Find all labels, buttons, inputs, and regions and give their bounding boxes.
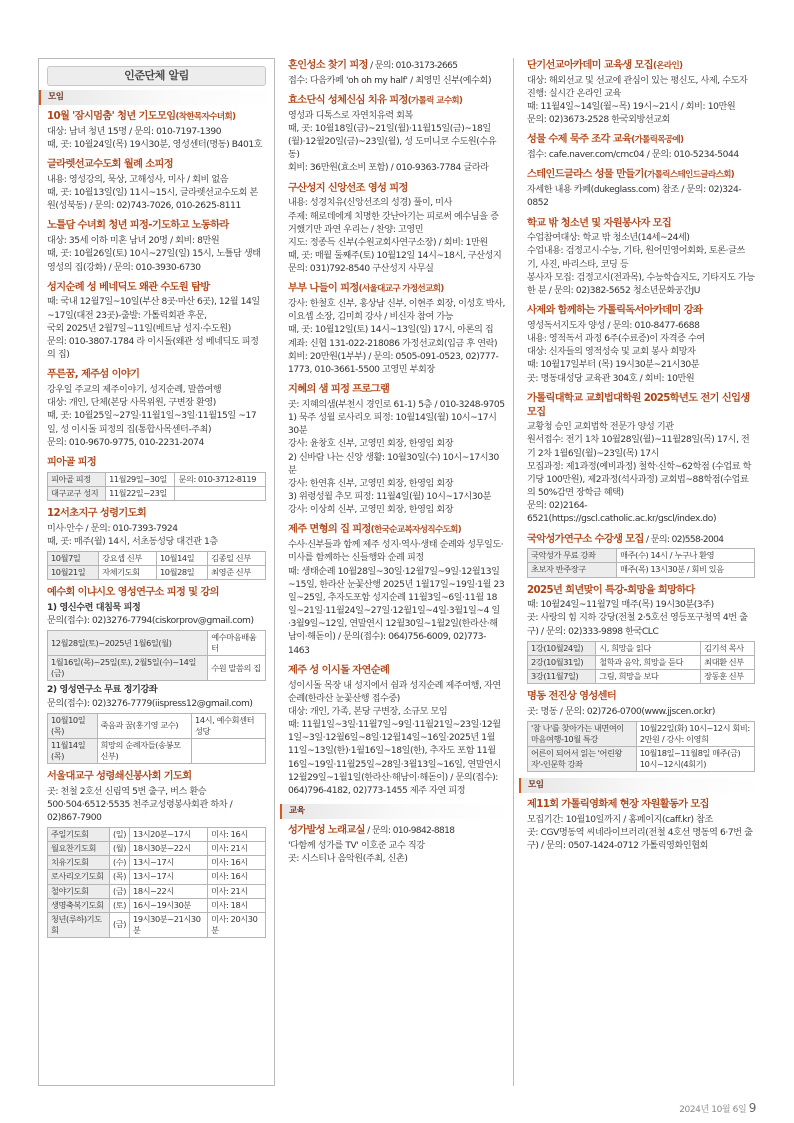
notice-line: 원서접수: 전기 1차 10월28일(월)~11월28일(목) 17시, 전기 2차 1월6일(월)~23일(목) 17시 [527, 435, 750, 459]
info-table-cell: 매주(목) 13시30분 / 회비 있음 [617, 563, 755, 577]
notice-line: 곳: 시스티나 음악원(주최, 신촌) [288, 854, 408, 865]
notice-line: 강사: 한연휴 신부, 고영민 회장, 한영임 회장 [288, 478, 454, 489]
info-table-cell: 어른이 되어서 읽는 '어린왕자'-인문학 강좌 [528, 747, 637, 772]
info-table-cell: 미사: 21시 [208, 842, 266, 856]
info-table-cell: 희망의 순례자들(송봉모 신부) [97, 738, 191, 763]
notice-title-text: 스테인드글라스 성물 만들기 [527, 169, 644, 181]
notice-title-text: 10월 '잠시멈춤' 청년 기도모임 [47, 111, 176, 122]
issue-date: 2024년 10월 6일 [679, 1105, 747, 1115]
notice-item [519, 304, 763, 386]
notice-line: 강사: 한철호 신부, 홍상남 신부, 이현주 회장, 이성호 박사, 이요셉 소장, 김미희 강사 / 비신자 참여 가능 [288, 299, 506, 323]
notice-title-text: 성가발성 노래교실 [288, 825, 365, 837]
notice-title-sponsor: (온라인) [653, 61, 683, 71]
notice-item [280, 282, 513, 377]
section-header: 인준단체 알림 [47, 66, 266, 86]
notice-line: 문의: 010-3807-1784 라 이시돌(왜관 성 베네딕도 피정의 집) [47, 336, 259, 361]
notice-title [527, 304, 755, 318]
notice-item [519, 217, 763, 299]
notice-line: 때, 곳: 매주(월) 14시, 서초동성당 대건관 1층 [47, 536, 218, 547]
notice-line: 때: 10월17일부터 (목) 19시30분~21시30분 [527, 360, 700, 371]
info-table-cell: 10월22일(화) 10시~12시 회비: 2만원 / 강사: 이영희 [636, 721, 754, 746]
info-table-row [528, 549, 755, 563]
info-table-cell: 주일기도회 [48, 828, 110, 842]
info-table [527, 641, 755, 684]
notice-item [280, 664, 513, 798]
info-table-cell: 미사: 20시30분 [208, 912, 266, 937]
info-table-cell: 18시30분~22시 [130, 842, 208, 856]
info-table-cell: 초보자 반주장구 [528, 563, 617, 577]
notice-line: 회비: 20만원(1부부) / 문의: 0505-091-0523, 02)777-1773, 010-3661-5500 고영민 부회장 [288, 351, 499, 375]
notice-line: 접수: 다음카페 'oh oh my half' / 최영민 신부(예수회) [288, 75, 492, 86]
notice-title [288, 824, 505, 838]
notice-item [280, 523, 513, 657]
notice-item [519, 533, 763, 578]
notice-line: 때, 곳: 10월18일(금)~21일(월)·11월15일(금)~18일(월)·12월20일(금)~23일(월), 성 도미니코 수도원(수유동) [288, 123, 497, 161]
notice-title [47, 368, 266, 382]
category-band-education: 교육 [280, 804, 513, 819]
info-table-cell [192, 738, 266, 763]
notice-line: 미사·안수 / 문의: 010-7393-7924 [47, 523, 178, 534]
notice-title-sponsor: (착한목자수녀회) [175, 112, 236, 122]
column-right [519, 58, 763, 1086]
notice-line: 봉사자 모집: 검정고시(전과목), 수능학습지도, 기타지도 가능한 분 / 문의: 02)382-5652 청소년문화공간JU [527, 272, 755, 296]
notice-line: 곳: 명동 / 문의: 02)726-0700(www.jjscen.or.kr) [527, 706, 716, 717]
notice-line: 때: 11월1일~3일·11월7일~9일·11월21일~23일·12월1일~3일·12월6일~8일·12월14일~16일·2025년 1월11일~13일(한)·1월16일~18일(한), 추자도 포함 11월16일~19일·11월25일~28일·3월13일~16일, 연말연시 12월29일~1월1일(한라산·해남이·해돋이) / 문의(접수): 064)796-4182, 02)773-1455 제주 자연 피정 [288, 720, 502, 796]
notice-item [519, 392, 763, 527]
notice-line: 문의(접수): 02)3276-7779(iispress12@gmail.com) [47, 698, 253, 709]
info-table-cell: 10월21일 [48, 565, 99, 579]
notice-line: 곳: 사랑의 힘 지하 강당(전철 2·5호선 영등포구청역 4번 출구) / 문의: 02)333-9898 한국CLC [527, 613, 748, 637]
notice-line: 강우일 주교의 제주이야기, 성지순례, 말씀여행 [47, 385, 222, 396]
info-table-cell: 미사: 16시 [208, 828, 266, 842]
notice-title-sponsor: (가톨릭목공예) [631, 135, 684, 146]
notice-title [288, 383, 505, 397]
notice-item [280, 182, 513, 277]
info-table-row [48, 842, 266, 856]
notice-title-sponsor: (가톨릭 교수회) [407, 95, 463, 106]
notice-line: 모집기간: 10월10일까지 / 홈페이지(caff.kr) 참조 [527, 814, 713, 825]
info-table-cell: 김기석 목사 [701, 641, 755, 655]
page-number: 9 [748, 1101, 756, 1115]
notice-title [47, 456, 266, 470]
notice-title-sponsor: (가톨릭스테인드글라스회) [643, 170, 735, 181]
info-table-cell: 대구교구 성지 [48, 486, 106, 500]
notice-line: 때, 곳: 10월26일(토) 10시~27일(일) 15시, 노틀담 생태영성의 집(강화) / 문의: 010-3930-6730 [47, 249, 261, 273]
notice-title-text: 구산성지 신앙선조 영성 피정 [288, 182, 408, 194]
info-table-cell: 그림, 희망을 보다 [596, 669, 701, 683]
notice-title [288, 182, 505, 196]
notice-title-text: 사제와 함께하는 가톨릭독서아카데미 강좌 [527, 305, 703, 317]
notice-line: 강사: 윤창호 신부, 고영민 회장, 한영임 회장 [288, 439, 454, 450]
info-table-cell: (금) [109, 912, 129, 937]
info-table-cell: 10월7일 [48, 551, 99, 565]
info-table-cell: 미사: 18시 [208, 898, 266, 912]
notice-title-text: 효소단식 성체신심 치유 피정 [288, 94, 408, 106]
notice-line: 대상: 남녀 청년 15명 / 문의: 010-7197-1390 [47, 126, 222, 137]
info-table-cell: 미사: 16시 [208, 870, 266, 884]
notice-title [47, 507, 266, 521]
info-table-cell: 장동훈 신부 [701, 669, 755, 683]
info-table-row [528, 669, 755, 683]
info-table-cell: 11월22일~23일 [106, 486, 175, 500]
info-table-cell: 수원 말씀의 집 [208, 656, 266, 681]
notice-title-extra: / 문의: 02)558-2004 [643, 534, 724, 545]
info-table-cell: 국악성가 무료 강좌 [528, 549, 617, 563]
notice-title-text: 학교 밖 청소년 및 자원봉사자 모집 [527, 217, 672, 229]
info-table-row [528, 747, 755, 772]
notice-title [288, 664, 505, 678]
notice-title [47, 586, 266, 600]
notice-item [519, 690, 763, 772]
notice-line: 때, 곳: 10월12일(토) 14시~13일(일) 17시, 아론의 집 [288, 325, 494, 336]
notice-line: 3) 위령성월 추모 피정: 11월4일(월) 10시~17시30분 [288, 492, 492, 503]
info-table-row [48, 828, 266, 842]
info-table-cell: 김종일 신부 [208, 551, 266, 565]
info-table-row [48, 856, 266, 870]
notice-title-text: 피아골 피정 [47, 456, 97, 468]
notice-item [39, 281, 274, 363]
notice-list-right [519, 59, 763, 853]
info-table-cell: 최대환 신부 [701, 655, 755, 669]
notice-line: 성이시돌 목장 내 성지에서 쉼과 성지순례 제주여행, 자연순례(한라산 눈꽃산행 접수중) [288, 680, 501, 704]
notice-title [527, 217, 755, 231]
info-table-row [48, 551, 266, 565]
notice-item [519, 59, 763, 127]
notice-line: 문의: 031)792-8540 구산성지 사무실 [288, 264, 434, 275]
notice-line: 지도: 정종득 신부(수원교회사연구소장) / 회비: 1만원 [288, 237, 488, 248]
notice-line: 곳: 천철 2호선 신림역 5번 출구, 버스 환승 500·504·6512·5535 천주교성령봉사회관 하차 / 02)867-7900 [47, 786, 233, 824]
info-table [47, 827, 266, 938]
notice-line: 때, 곳: 10월13일(일) 11시~15시, 글라렛선교수도회 본원(성북동) / 문의: 02)743-7026, 010-2625-8111 [47, 188, 258, 212]
info-table-row [48, 713, 266, 738]
info-table-cell: 문의: 010-3712-8119 [175, 472, 266, 486]
notice-line: 때, 곳: 10월24일(목) 19시30분, 영성센터(명동) B401호 [47, 139, 263, 150]
notice-title [527, 533, 755, 547]
info-table-cell: 13시~17시 [130, 870, 208, 884]
notice-title [47, 110, 266, 124]
info-table [47, 472, 266, 501]
notice-line: 대상: 개인, 가족, 본당 구변장, 소규모 모임 [288, 706, 448, 717]
notice-line: 국외 2025년 2월7일~11일(베트남 성지·수도원) [47, 323, 231, 334]
notice-item [280, 824, 513, 866]
notice-line: 때, 곳: 매월 둘째주(토) 10월12일 14시~18시, 구산성지 [288, 251, 502, 262]
notice-item [39, 158, 274, 213]
info-table-cell: 11월29일~30일 [106, 472, 175, 486]
notice-line: 주제: 해로데에게 치명한 갓난아기는 피로써 예수님을 증거했기만 과연 우리는 / 찬양: 고영민 [288, 211, 499, 235]
notice-title-text: 푸른꿈, 제주섬 이야기 [47, 369, 140, 381]
info-table-cell: 1강(10월24일) [528, 641, 596, 655]
notice-item [39, 219, 274, 274]
info-table-row [48, 486, 266, 500]
notice-item [39, 368, 274, 450]
info-table [527, 548, 755, 577]
notice-line: 때, 곳: 10월25일~27일·11월1일~3일·11월15일 ~17일, 성 이시돌 피정의 집(통합사목센터-주최) [47, 411, 257, 435]
info-table-cell: 로사리오기도회 [48, 870, 110, 884]
column-middle [280, 58, 514, 1086]
notice-line: 자세한 내용 카페(dukeglass.com) 참조 / 문의: 02)324-0852 [527, 185, 742, 209]
category-band-meeting: 모임 [38, 90, 274, 105]
notice-line: 대상: 개인, 단체(본당 사목위원, 구변장 환영) [47, 398, 216, 409]
notice-title [47, 281, 266, 295]
info-table-cell: 2강(10월31일) [528, 655, 596, 669]
info-table [47, 630, 266, 681]
notice-item [519, 798, 763, 853]
notice-title-sponsor: (한국순교복자성직수도회) [370, 525, 462, 536]
notice-item [280, 59, 513, 88]
info-table-row [48, 884, 266, 898]
notice-item [39, 110, 274, 152]
info-table-cell: 청년(루하)기도회 [48, 912, 110, 937]
notice-title [47, 158, 266, 172]
info-table-cell: 월요찬기도회 [48, 842, 110, 856]
notice-line: 강사: 이상희 신부, 고영민 회장, 한영임 회장 [288, 505, 454, 516]
info-table-cell: 최영준 신부 [208, 565, 266, 579]
notice-list-middle [280, 59, 513, 866]
info-table-cell: 생명축복기도회 [48, 898, 110, 912]
info-table-row [48, 656, 266, 681]
notice-title-text: 12서초지구 성령기도회 [47, 507, 147, 519]
notice-line: 때: 생태순례 10월28일~30일·12월7일~9일·12월13일 ~15일, 한라산 눈꽃산행 2025년 1월17일~19일·1월 23일~25일, 추자도포함 성지순례 11월3일~6일·11월 18일~21일·11월24일~27일·12월1일~4일·3월1일~4 일·3월9일~12일, 연말연시 12월30일~1월2일(한라산·해남이·해돋이) / 문의(접수): 064)756-6009, 02)773-1463 [288, 566, 505, 656]
info-table-cell: 10월28일 [156, 565, 207, 579]
notice-line: 문의(접수): 02)3276-7794(ciskorprov@gmail.com) [47, 615, 254, 626]
info-table-row [48, 870, 266, 884]
info-table-row [48, 898, 266, 912]
notice-item [39, 586, 274, 764]
notice-line: 계좌: 신협 131-022-218086 가정선교회(입금 후 연락) [288, 338, 498, 349]
info-table-cell: 10월10일(목) [48, 713, 98, 738]
notice-title [288, 94, 505, 108]
notice-title-text: 성지순례 성 베네딕도 왜관 수도원 탐방 [47, 281, 210, 293]
notice-title [288, 282, 505, 296]
notice-item [519, 133, 763, 162]
notice-title-extra: / 문의: 010-9842-8818 [364, 826, 455, 837]
info-table-cell: 강요셉 신부 [99, 551, 157, 565]
notice-line: 때: 11월4일~14일(월~목) 19시~21시 / 회비: 10만원 [527, 102, 736, 113]
info-table-cell: 자체기도회 [99, 565, 157, 579]
notice-line: 2) 신바람 나는 신앙 생활: 10월30일(수) 10시~17시30분 [288, 452, 499, 476]
notice-title-text: 글라렛선교수도회 월례 소피정 [47, 159, 174, 171]
info-table-row [528, 655, 755, 669]
info-table-cell: 미사: 16시 [208, 856, 266, 870]
info-table-cell: (수) [109, 856, 129, 870]
info-table-cell: (토) [109, 898, 129, 912]
notice-line: 때: 국내 12월7일~10일(부산 8곳·마산 6곳), 12월 14일~17일(대전 23곳)-출발: 가톨릭회관 후문, [47, 297, 260, 321]
info-table-row [528, 641, 755, 655]
info-table [47, 551, 266, 580]
info-table-cell: 피아골 피정 [48, 472, 106, 486]
notice-item [519, 584, 763, 684]
info-table-cell: 19시30분~21시30분 [130, 912, 208, 937]
notice-item [280, 383, 513, 517]
info-table-cell: 12월28일(토)~2025년 1월6일(월) [48, 631, 208, 656]
notice-line: 문의: 02)3673-2528 한국외방선교회 [527, 115, 670, 126]
notice-title-text: 제주 성 이시돌 자연순례 [288, 664, 390, 676]
notice-title [47, 770, 266, 784]
info-table [47, 713, 266, 764]
info-table-cell: 13시20분~17시 [130, 828, 208, 842]
notice-title-text: 가톨릭대학교 교회법대학원 2025학년도 전기 신입생 모집 [527, 392, 750, 418]
info-table [527, 721, 755, 772]
notice-title-text: 서울대교구 성령쇄신봉사회 기도회 [47, 771, 192, 782]
column-left [38, 58, 275, 1086]
notice-line: 진행: 실시간 온라인 교육 [527, 88, 621, 99]
notice-title-text: 지혜의 샘 피정 프로그램 [288, 384, 390, 396]
notice-title-text: 2025년 희년맞이 특강-희망을 희망하다 [527, 584, 695, 596]
info-table-row [48, 912, 266, 937]
info-table-cell: 1월16일(목)~25일(토), 2월5일(수)~14일(금) [48, 656, 208, 681]
notice-line: 곳: 지혜의샘(부천시 경인로 61-1) 5층 / 010-3248-9705 [288, 399, 505, 410]
notice-title-text: 노틀담 수녀회 청년 피정-기도하고 노동하라 [47, 220, 229, 232]
info-table-cell: (일) [109, 828, 129, 842]
notice-line: 곳: CGV명동역 씨네라이브러리(전철 4호선 명동역 6·7번 출구) / 문의: 0507-1424-0712 가톨릭영화인협회 [527, 828, 753, 852]
notice-line: 영성과 디톡스로 자연치유력 회복 [288, 110, 413, 121]
notice-item [39, 507, 274, 580]
notice-line: 회비: 36만원(효소비 포함) / 010-9363-7784 글라라 [288, 163, 489, 174]
notice-title-text: 국악성가연구소 수강생 모집 [527, 533, 644, 545]
notice-item [280, 94, 513, 176]
notice-line: 내용: 성경치유(신앙선조의 성경) 풀이, 미사 [288, 198, 452, 209]
notice-line: 대상: 35세 이하 미혼 남녀 20명 / 회비: 8만원 [47, 236, 220, 247]
notice-line: 모집과정: 제1과정(예비과정) 철학·신학~62학점 (수업료 학기당 100만원), 제2과정(석사과정) 교회법~88학점(수업료의 50%감면 장학금 혜택) [527, 461, 752, 499]
notice-line: '다함께 성가를 TV' 이호준 교수 직강 [288, 840, 425, 851]
notice-title [47, 219, 266, 233]
notice-list-left [39, 110, 274, 938]
info-table-cell: 16시~19시30분 [130, 898, 208, 912]
notice-title-text: 혼인성소 찾기 피정 [288, 60, 368, 71]
notice-line: 내용: 영적독서 과정 6주(수료증)이 자격증 수여 [527, 334, 705, 345]
info-table-cell: 매주(수) 14시 / 누구나 환영 [617, 549, 755, 563]
notice-title [527, 798, 755, 812]
notice-title [527, 392, 755, 420]
info-table-cell: 13시~17시 [130, 856, 208, 870]
info-table-row [528, 721, 755, 746]
info-table-row [48, 472, 266, 486]
info-table-cell: (월) [109, 842, 129, 856]
notice-line: 문의: 010-9670-9775, 010-2231-2074 [47, 437, 204, 448]
notice-title [527, 59, 755, 73]
info-table-cell: 철학과 음악, 희망을 듣다 [596, 655, 701, 669]
notice-title-text: 명동 전진상 영성센터 [527, 691, 617, 703]
notice-subheading: 2) 영성연구소 무료 정기강좌 [47, 685, 158, 696]
info-table-cell: 예수마음배움터 [208, 631, 266, 656]
category-band-meeting: 모임 [519, 778, 763, 793]
info-table-cell: 철야기도회 [48, 884, 110, 898]
notice-title-text: 제주 면형의 집 피정 [288, 524, 371, 536]
notice-title-text: 단기선교아카데미 교육생 모집 [527, 60, 654, 71]
notice-line: 문의: 02)2164-6521(https://gscl.catholic.ac.kr/gscl/index.do) [527, 501, 717, 525]
info-table-cell: 18시~22시 [130, 884, 208, 898]
page-footer [679, 1100, 756, 1117]
notice-title [527, 690, 755, 704]
info-table-row [528, 563, 755, 577]
notice-title [527, 168, 755, 182]
notice-title [527, 133, 755, 147]
notice-title [527, 584, 755, 598]
notice-line: 교황청 승인 교회법학 전문가 양성 기관 [527, 422, 674, 433]
notice-line: 때: 10월24일~11월7일 매주(목) 19시30분(3주) [527, 600, 714, 611]
info-table-cell: (금) [109, 884, 129, 898]
info-table-cell: 치유기도회 [48, 856, 110, 870]
info-table-cell: '참 나'를 찾아가는 내면여이 마음여행-10월 특강 [528, 721, 637, 746]
notice-title-text: 부부 나들이 피정 [288, 283, 359, 295]
notice-title-text: 제11회 가톨릭영화제 현장 자원활동가 모집 [527, 799, 709, 811]
notice-line: 1) 묵주 성월 로사리오 피정: 10월14일(월) 10시~17시30분 [288, 413, 497, 437]
info-table-cell: 3강(11월7일) [528, 669, 596, 683]
notice-title-extra: / 문의: 010-3173-2665 [367, 61, 458, 71]
notice-title-text: 성물 수제 묵주 조각 교육 [527, 134, 632, 146]
notice-subheading: 1) 영신수련 대침묵 피정 [47, 602, 141, 613]
notice-title-sponsor: (서울대교구 가정선교회) [358, 284, 444, 295]
info-table-row [48, 565, 266, 579]
info-table-row [48, 631, 266, 656]
notice-title [288, 523, 505, 537]
info-table-cell: 시, 희망을 읽다 [596, 641, 701, 655]
notice-line: 수업내용: 검정고시·수능, 기타, 원어민영어회화, 토론·글쓰기, 사진, 바리스타, 코딩 등 [527, 246, 745, 270]
notice-item [39, 770, 274, 938]
info-table-cell: (목) [109, 870, 129, 884]
info-table-cell: 14시, 예수회센터 성당 [192, 713, 266, 738]
info-table-cell: 10월14일 [156, 551, 207, 565]
notice-line: 대상: 해외선교 및 선교에 관심이 있는 평신도, 사제, 수도자 [527, 75, 748, 86]
notice-title-text: 예수회 이냐시오 영성연구소 피정 및 강의 [47, 587, 219, 599]
notice-line: 접수: cafe.naver.com/cmc04 / 문의: 010-5234-5044 [527, 150, 739, 161]
notice-item [519, 168, 763, 210]
info-table-cell [175, 486, 266, 500]
notice-line: 수사·신부들과 함께 제주 성지·역사·생태 순례와 성무일도·미사를 함께하는 신들행와 순례 피정 [288, 540, 504, 564]
notice-line: 곳: 명동대성당 교육관 304호 / 회비: 10만원 [527, 373, 695, 384]
info-table-cell: 죽음과 꿈(홍기영 교수) [97, 713, 191, 738]
info-table-cell: 11월14일(목) [48, 738, 98, 763]
notice-title [288, 59, 505, 73]
notice-item [39, 456, 274, 501]
notice-line: 수업참여대상: 학교 밖 청소년(14세~24세) [527, 233, 690, 244]
info-table-cell: 10월18일~11월8일 매주(금) 10시~12시(4회기) [636, 747, 754, 772]
info-table-row [48, 738, 266, 763]
notice-line: 대상: 신자들의 영적성숙 및 교회 봉사 희망자 [527, 347, 696, 358]
notice-line: 영성독서지도자 양성 / 문의: 010-8477-6688 [527, 320, 700, 331]
notice-line: 내용: 영성강의, 묵상, 고해성사, 미사 / 회비 없음 [47, 174, 229, 185]
info-table-cell: 미사: 21시 [208, 884, 266, 898]
